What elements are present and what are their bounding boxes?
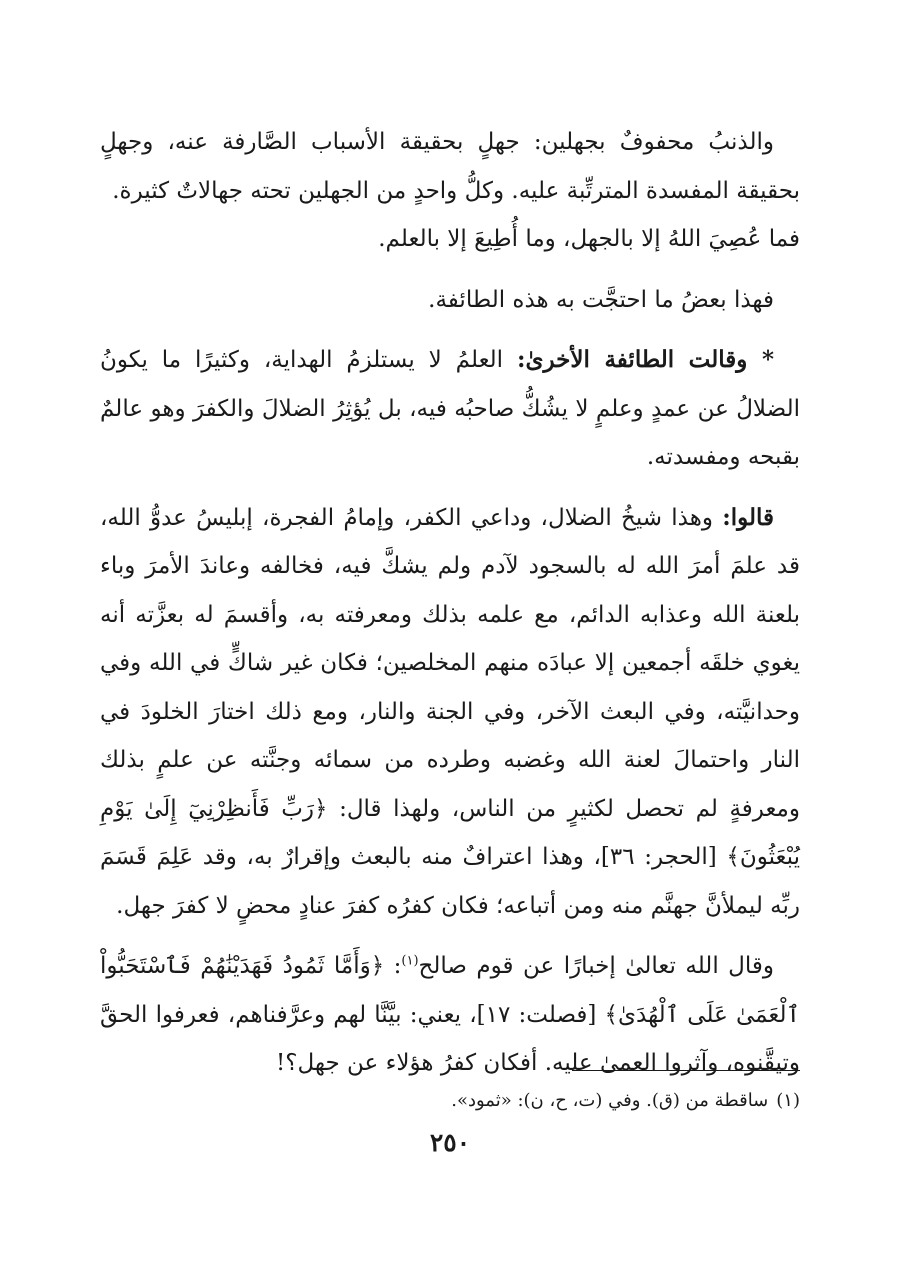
paragraph-text: فما عُصِيَ اللهُ إلا بالجهل، وما أُطِيعَ إلا بالعلم.	[378, 226, 800, 252]
paragraph-lead-heading: * وقالت الطائفة الأخرىٰ:	[516, 346, 774, 373]
paragraph-thamud	[100, 942, 800, 1088]
footnote-number: (١)	[776, 1090, 800, 1111]
paragraph-other-group	[100, 336, 800, 482]
paragraph-text: والذنبُ محفوفٌ بجهلين: جهلٍ بحقيقة الأسباب الصَّارفة عنه، وجهلٍ بحقيقة المفسدة المترتِّبة عليه. وكلُّ واحدٍ من الجهلين تحته جهالاتٌ كثيرة.	[100, 129, 800, 204]
paragraph-lead-heading: قالوا:	[722, 503, 774, 531]
paragraph-sin-two-ignorances	[100, 118, 800, 215]
page-body	[100, 118, 800, 1088]
footnote-divider	[572, 1070, 800, 1071]
page-number: ٢٥٠	[429, 1128, 471, 1157]
quran-verse: ﴿رَبِّ فَأَنظِرْنِيٓ إِلَىٰ يَوْمِ يُبْعَثُونَ﴾	[100, 795, 800, 870]
footnote	[100, 1088, 800, 1114]
paragraph-text: وهذا شيخُ الضلال، وداعي الكفر، وإمامُ الفجرة، إبليسُ عدوُّ الله، قد علمَ أمرَ الله له بالسجود لآدم ولم يشكَّ فيه، فخالفه وعاندَ الأمرَ وباء بلعنة الله وعذابه الدائم، مع علمه بذلك ومعرفته به، وأقسمَ له بعزَّته أنه يغوي خلقَه أجمعين إلا عبادَه منهم المخلصين؛ فكان غير شاكٍّ في الله وفي وحدانيَّته، وفي البعث الآخر، وفي الجنة والنار، ومع ذلك اختارَ الخلودَ في النار واحتمالَ لعنة الله وغضبه وطرده من سمائه وجنَّته عن علمٍ بذلك ومعرفةٍ لم تحصل لكثيرٍ من الناس، ولهذا قال:	[100, 504, 800, 822]
paragraph-text: :	[384, 953, 402, 979]
paragraph-text: العلمُ لا يستلزمُ الهداية، وكثيرًا ما يكونُ الضلالُ عن عمدٍ وعلمٍ لا يشُكُّ صاحبُه فيه، بل يُؤثِرُ الضلالَ والكفرَ وهو عالمٌ بقبحه ومفسدته.	[100, 347, 800, 470]
footnote-reference: (١)	[401, 953, 419, 969]
paragraph-text: [الحجر: ٣٦]، وهذا اعترافٌ منه بالبعث وإقرارٌ به، وقد عَلِمَ قَسَمَ ربِّه ليملأنَّ جهنَّم منه ومن أتباعه؛ فكان كفرُه كفرَ عنادٍ محضٍ لا كفرَ جهل.	[100, 844, 800, 919]
paragraph-disobedience-by-ignorance	[100, 215, 800, 264]
paragraph-text: وقال الله تعالىٰ إخبارًا عن قوم صالح	[418, 953, 774, 979]
paragraph-summary	[100, 276, 800, 325]
quran-verse: ﴿وَأَمَّا ثَمُودُ فَهَدَيْنَٰهُمْ فَٱسْتَحَبُّواْ ٱلْعَمَىٰ عَلَى ٱلْهُدَىٰ﴾	[100, 953, 800, 1028]
footnote-text: ساقطة من (ق). وفي (ت، ح، ن): «ثمود».	[451, 1090, 769, 1111]
paragraph-text: [فصلت: ١٧]، يعني: بيَّنَّا لهم وعرَّفناهم، فعرفوا الحقَّ وتيقَّنوه، وآثروا العمىٰ عليه. أفكان كفرُ هؤلاء عن جهل؟!	[100, 1001, 800, 1076]
paragraph-text: فهذا بعضُ ما احتجَّت به هذه الطائفة.	[428, 286, 774, 313]
paragraph-iblis-argument	[100, 494, 800, 931]
